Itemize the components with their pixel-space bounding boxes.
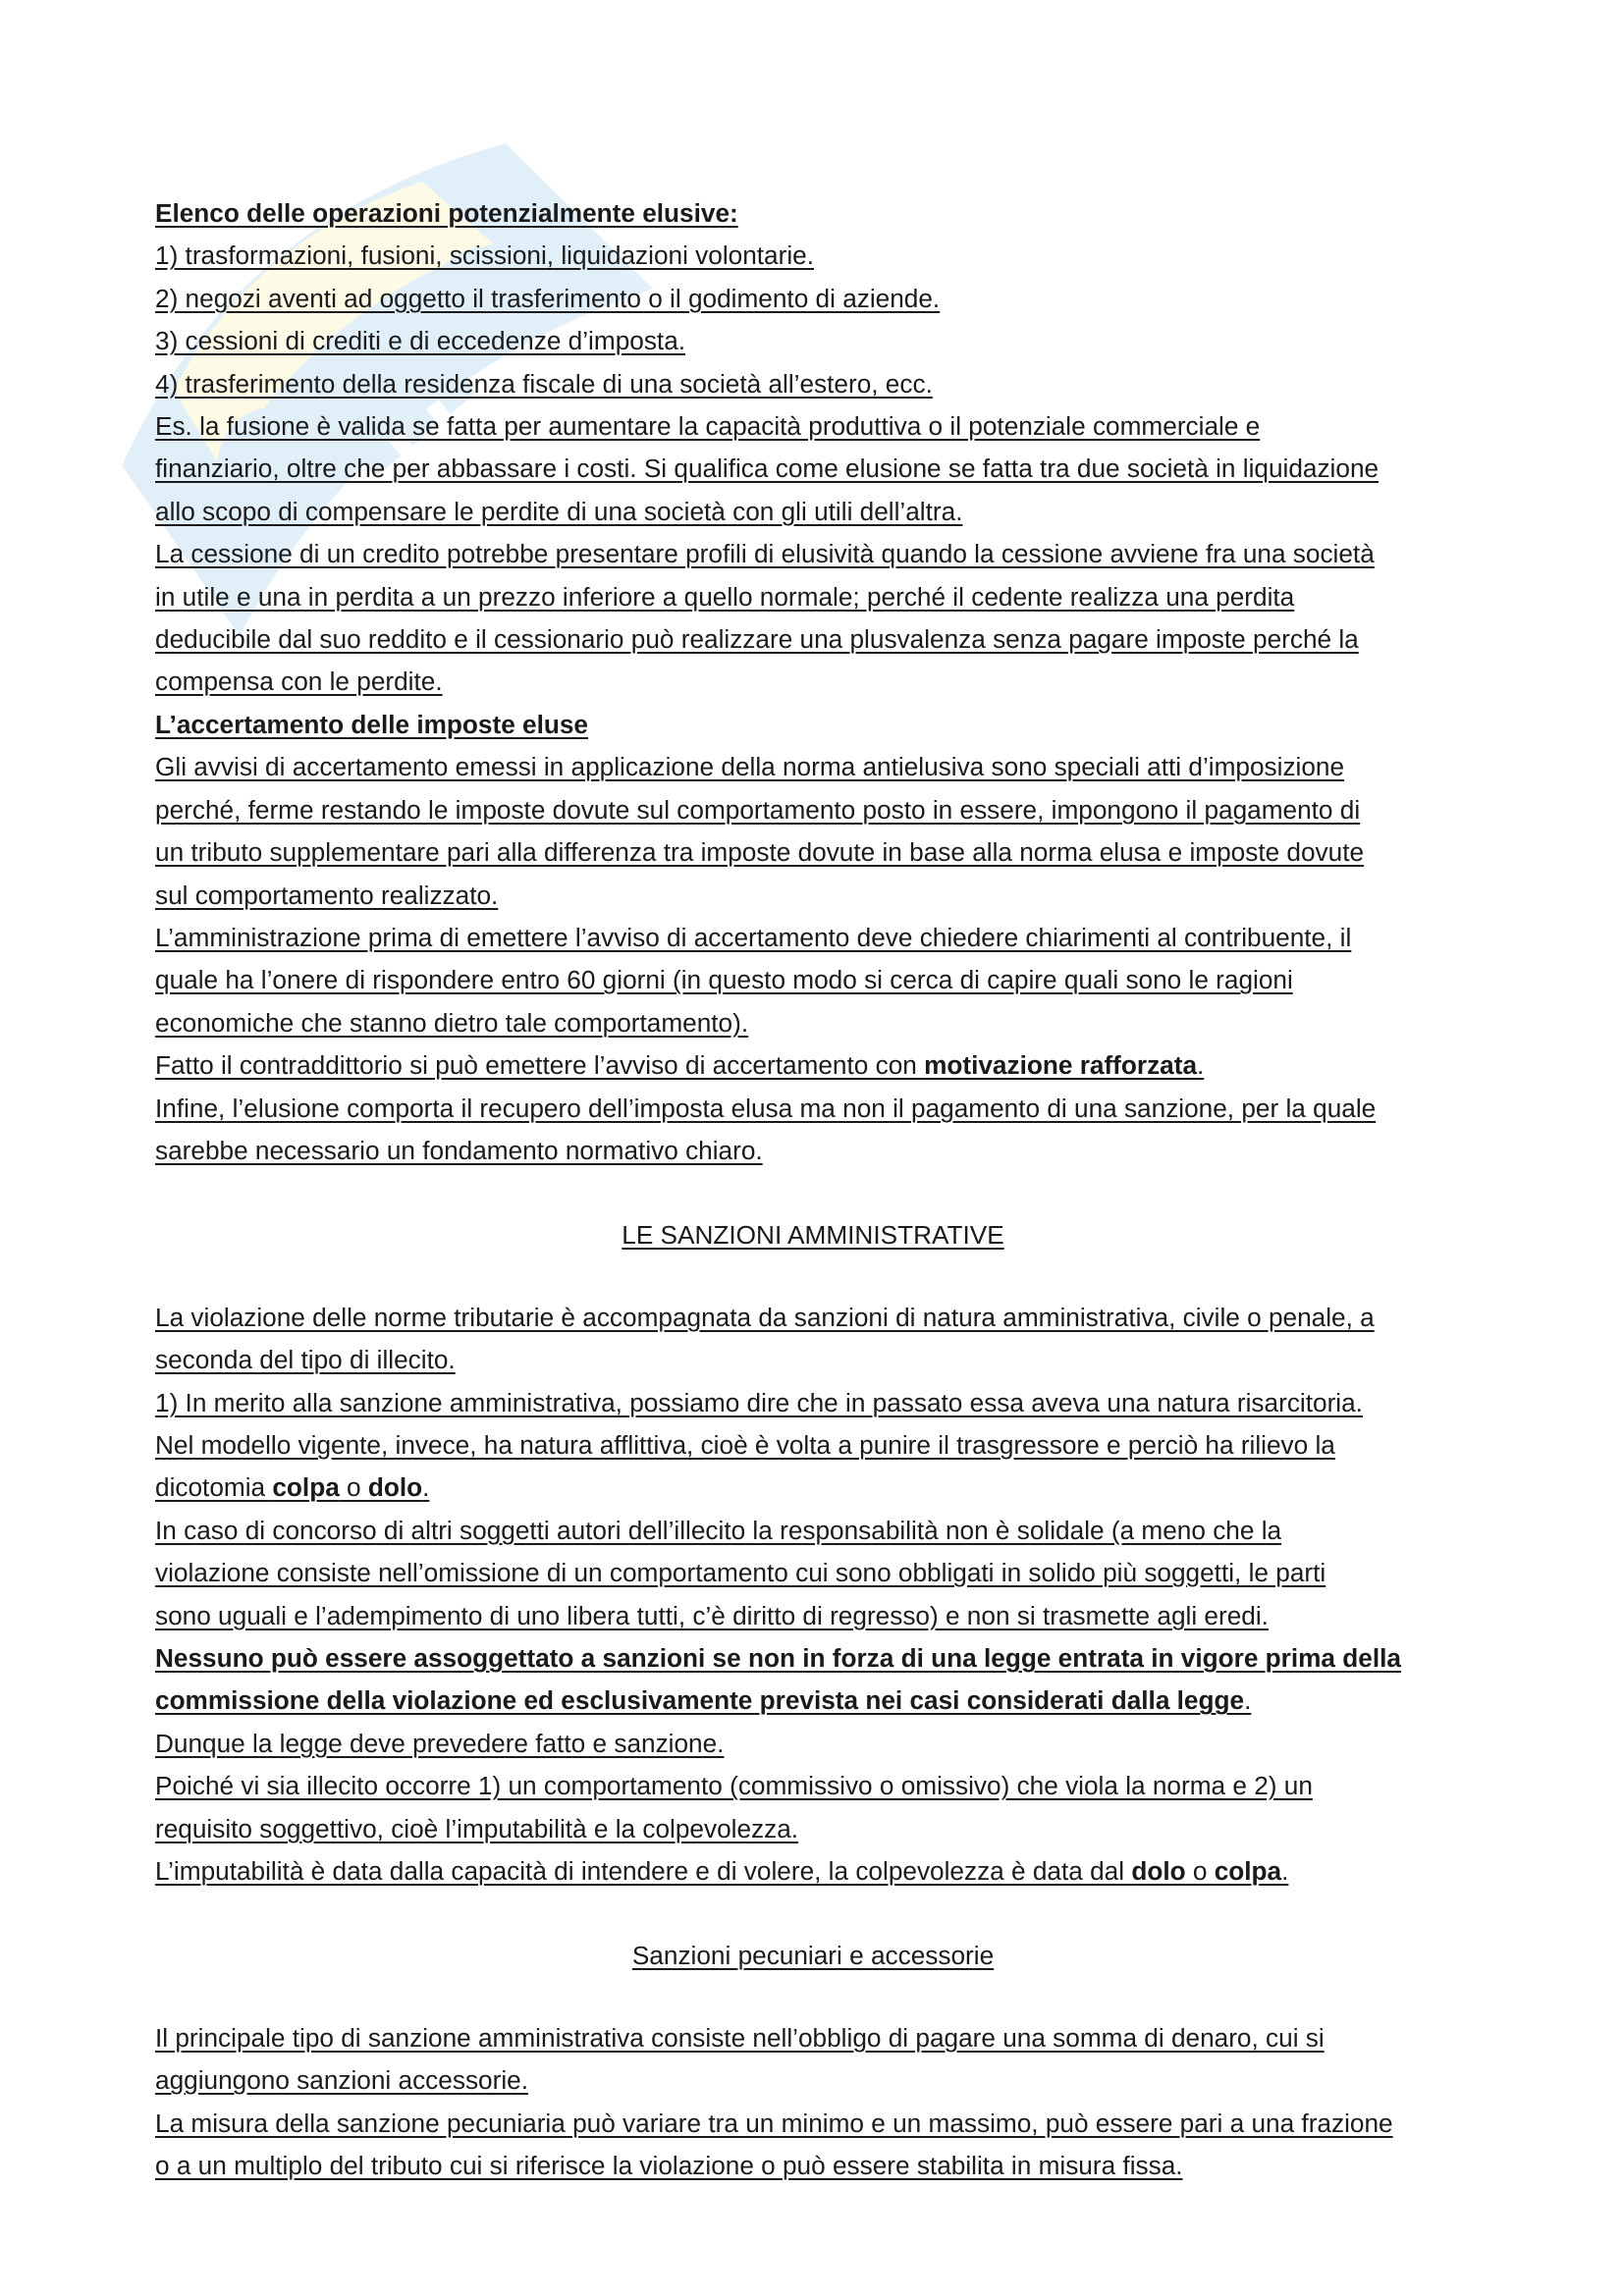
text-line: deducibile dal suo reddito e il cessionario può realizzare una plusvalenza senza pagare imposte perché la bbox=[155, 624, 1359, 655]
text-line: sarebbe necessario un fondamento normativo chiaro. bbox=[155, 1135, 763, 1165]
text-line: aggiungono sanzioni accessorie. bbox=[155, 2065, 528, 2096]
text-line: Dunque la legge deve prevedere fatto e sanzione. bbox=[155, 1728, 725, 1758]
text-line: La misura della sanzione pecuniaria può variare tra un minimo e un massimo, può essere pari a una frazione bbox=[155, 2108, 1393, 2138]
bold-term-dolo: dolo bbox=[367, 1472, 423, 1503]
bold-term-motivazione: motivazione rafforzata bbox=[924, 1050, 1198, 1081]
text-line: quale ha l’onere di rispondere entro 60 giorni (in questo modo si cerca di capire quali sono le ragioni bbox=[155, 965, 1293, 995]
text-line: La cessione di un credito potrebbe presentare profili di elusività quando la cessione avviene fra una società bbox=[155, 539, 1375, 569]
text-line: sono uguali e l’adempimento di uno libera tutti, c’è diritto di regresso) e non si trasmette agli eredi. bbox=[155, 1600, 1269, 1630]
section-title-sanzioni-pecuniari: Sanzioni pecuniari e accessorie bbox=[631, 1941, 995, 1971]
bold-term-colpa: colpa bbox=[272, 1472, 340, 1503]
text-line: 4) trasferimento della residenza fiscale di una società all’estero, ecc. bbox=[155, 368, 933, 399]
text-span: Fatto il contraddittorio si può emettere l’avviso di accertamento con bbox=[155, 1050, 925, 1081]
spacer bbox=[155, 1978, 1490, 2017]
text-line: Gli avvisi di accertamento emessi in applicazione della norma antielusiva sono speciali atti d’imposizione bbox=[155, 752, 1345, 782]
text-span: o bbox=[339, 1472, 368, 1503]
text-line: violazione consiste nell’omissione di un comportamento cui sono obbligati in solido più soggetti, le parti bbox=[155, 1558, 1326, 1588]
document-page bbox=[155, 192, 1490, 2187]
principle-line bbox=[155, 1680, 1490, 1722]
text-span: . bbox=[1281, 1856, 1289, 1887]
text-span: commissione della violazione ed esclusivamente prevista nei casi considerati dalla legge bbox=[155, 1685, 1245, 1716]
text-line: o a un multiplo del tributo cui si riferisce la violazione o può essere stabilita in misura fissa. bbox=[155, 2151, 1183, 2181]
text-line: un tributo supplementare pari alla differenza tra imposte dovute in base alla norma elusa e imposte dovute bbox=[155, 837, 1365, 868]
text-line: compensa con le perdite. bbox=[155, 667, 443, 697]
text-line: La violazione delle norme tributarie è accompagnata da sanzioni di natura amministrativa, civile o penale, a bbox=[155, 1302, 1375, 1332]
text-line-dicotomia bbox=[155, 1467, 1490, 1509]
text-line: In caso di concorso di altri soggetti autori dell’illecito la responsabilità non è solidale (a meno che la bbox=[155, 1515, 1282, 1545]
text-line-imputabilita bbox=[155, 1850, 1490, 1893]
text-line: 1) trasformazioni, fusioni, scissioni, liquidazioni volontarie. bbox=[155, 240, 814, 271]
section-heading-operazioni-elusive: Elenco delle operazioni potenzialmente elusive: bbox=[155, 198, 738, 228]
text-line: 3) cessioni di crediti e di eccedenze d’imposta. bbox=[155, 326, 686, 356]
text-line: perché, ferme restando le imposte dovute sul comportamento posto in essere, impongono il pagamento di bbox=[155, 794, 1361, 825]
text-line: economiche che stanno dietro tale comportamento). bbox=[155, 1007, 749, 1038]
text-line-contraddittorio bbox=[155, 1044, 1490, 1087]
text-line: Es. la fusione è valida se fatta per aumentare la capacità produttiva o il potenziale commerciale e bbox=[155, 411, 1261, 442]
spacer bbox=[155, 1172, 1490, 1214]
text-line: 2) negozi aventi ad oggetto il trasferimento o il godimento di aziende. bbox=[155, 283, 941, 313]
text-span: L’imputabilità è data dalla capacità di intendere e di volere, la colpevolezza è data dal bbox=[155, 1856, 1132, 1887]
text-span: . bbox=[422, 1472, 430, 1503]
section-title-sanzioni-amministrative: LE SANZIONI AMMINISTRATIVE bbox=[622, 1220, 1004, 1251]
text-span: . bbox=[1197, 1050, 1205, 1081]
text-line: L’amministrazione prima di emettere l’avviso di accertamento deve chiedere chiarimenti al contribuente, il bbox=[155, 922, 1352, 952]
text-line: Nel modello vigente, invece, ha natura afflittiva, cioè è volta a punire il trasgressore e perciò ha rilievo la bbox=[155, 1429, 1335, 1460]
principle-line: Nessuno può essere assoggettato a sanzioni se non in forza di una legge entrata in vigore prima della bbox=[155, 1643, 1401, 1673]
spacer bbox=[155, 1257, 1490, 1297]
spacer bbox=[155, 1893, 1490, 1935]
text-span: . bbox=[1244, 1685, 1252, 1716]
text-line: in utile e una in perdita a un prezzo inferiore a quello normale; perché il cedente realizza una perdita bbox=[155, 581, 1295, 612]
text-line: finanziario, oltre che per abbassare i costi. Si qualifica come elusione se fatta tra due società in liquidazione bbox=[155, 454, 1380, 484]
text-line: requisito soggettivo, cioè l’imputabilità e la colpevolezza. bbox=[155, 1813, 799, 1843]
text-span: o bbox=[1185, 1856, 1215, 1887]
text-line: sul comportamento realizzato. bbox=[155, 880, 499, 910]
text-line: Il principale tipo di sanzione amministrativa consiste nell’obbligo di pagare una somma di denaro, cui si bbox=[155, 2022, 1325, 2053]
text-line: seconda del tipo di illecito. bbox=[155, 1345, 456, 1375]
bold-term-dolo: dolo bbox=[1131, 1856, 1186, 1887]
text-line: Poiché vi sia illecito occorre 1) un comportamento (commissivo o omissivo) che viola la norma e 2) un bbox=[155, 1771, 1313, 1801]
text-line: allo scopo di compensare le perdite di una società con gli utili dell’altra. bbox=[155, 496, 963, 526]
bold-term-colpa: colpa bbox=[1214, 1856, 1282, 1887]
text-line: Infine, l’elusione comporta il recupero dell’imposta elusa ma non il pagamento di una sanzione, per la quale bbox=[155, 1093, 1377, 1123]
text-span: dicotomia bbox=[155, 1472, 273, 1503]
section-heading-accertamento: L’accertamento delle imposte eluse bbox=[155, 709, 588, 739]
text-line: 1) In merito alla sanzione amministrativa, possiamo dire che in passato essa aveva una natura risarcitoria. bbox=[155, 1387, 1363, 1417]
